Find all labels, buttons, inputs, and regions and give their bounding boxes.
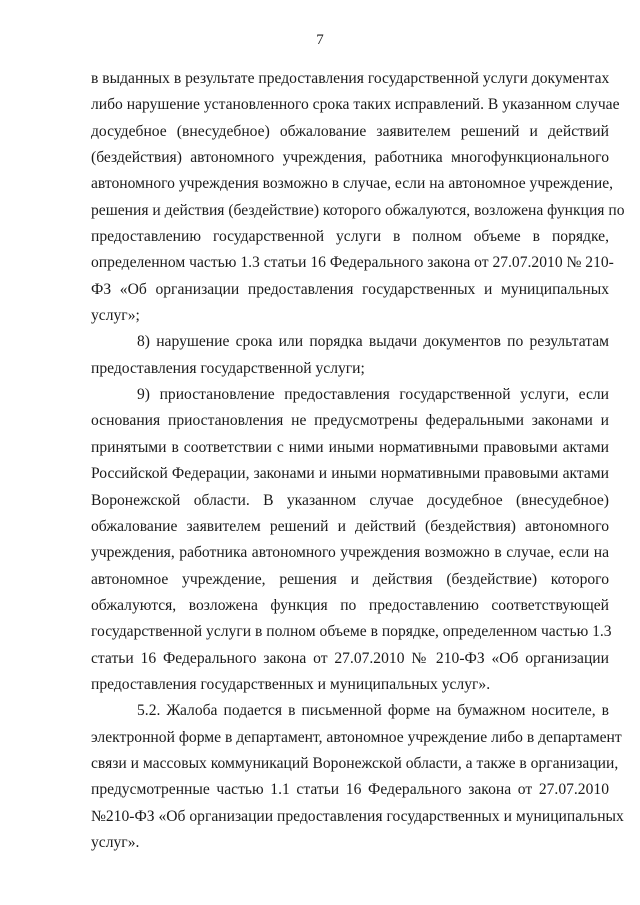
text-line: учреждения, работника автономного учреждения возможно в случае, если на [91, 544, 609, 562]
text-line: досудебное (внесудебное) обжалование заявителем решений и действий [91, 122, 609, 140]
text-line: обжалуются, возложена функция по предоставлению соответствующей [91, 596, 609, 614]
text-line: Воронежской области. В указанном случае досудебное (внесудебное) [91, 491, 609, 509]
text-line: предоставления государственных и муниципальных услуг». [91, 675, 491, 693]
text-line: статьи 16 Федерального закона от 27.07.2010 № 210-ФЗ «Об организации [91, 649, 609, 667]
text-line: связи и массовых коммуникаций Воронежской области, а также в организации, [91, 754, 619, 772]
text-line: услуг»; [91, 307, 140, 325]
text-line: ФЗ «Об организации предоставления государственных и муниципальных [91, 280, 609, 298]
text-line: 5.2. Жалоба подается в письменной форме на бумажном носителе, в [137, 702, 609, 720]
text-line: 9) приостановление предоставления государственной услуги, если [137, 386, 609, 404]
text-line: принятыми в соответствии с ними иными нормативными правовыми актами [91, 438, 609, 456]
text-line: Российской Федерации, законами и иными нормативными правовыми актами [91, 465, 609, 483]
text-line: основания приостановления не предусмотрены федеральными законами и [91, 412, 609, 430]
text-line: либо нарушение установленного срока таких исправлений. В указанном случае [91, 96, 620, 114]
document-body [91, 66, 625, 856]
text-line: электронной форме в департамент, автономное учреждение либо в департамент [91, 728, 622, 746]
text-line: в выданных в результате предоставления государственной услуги документах [91, 70, 610, 87]
text-line: (бездействия) автономного учреждения, работника многофункционального [91, 149, 609, 167]
text-line: предоставления государственной услуги; [91, 359, 365, 377]
text-line: предусмотренные частью 1.1 статьи 16 Федерального закона от 27.07.2010 [91, 781, 609, 799]
text-line: услуг». [91, 833, 140, 851]
text-line: обжалование заявителем решений и действий (бездействия) автономного [91, 517, 609, 535]
text-line: автономного учреждения возможно в случае, если на автономное учреждение, [91, 175, 614, 193]
text-line: определенном частью 1.3 статьи 16 Федерального закона от 27.07.2010 № 210- [91, 254, 614, 272]
text-line: предоставлению государственной услуги в полном объеме в порядке, [91, 228, 609, 246]
text-line: 8) нарушение срока или порядка выдачи документов по результатам [137, 333, 609, 351]
page-number: 7 [316, 32, 324, 48]
text-line: государственной услуги в полном объеме в порядке, определенном частью 1.3 [91, 623, 612, 641]
text-line: решения и действия (бездействие) которого обжалуются, возложена функция по [91, 201, 625, 219]
text-line: №210-ФЗ «Об организации предоставления государственных и муниципальных [91, 807, 624, 825]
text-line: автономное учреждение, решения и действия (бездействие) которого [91, 570, 609, 588]
